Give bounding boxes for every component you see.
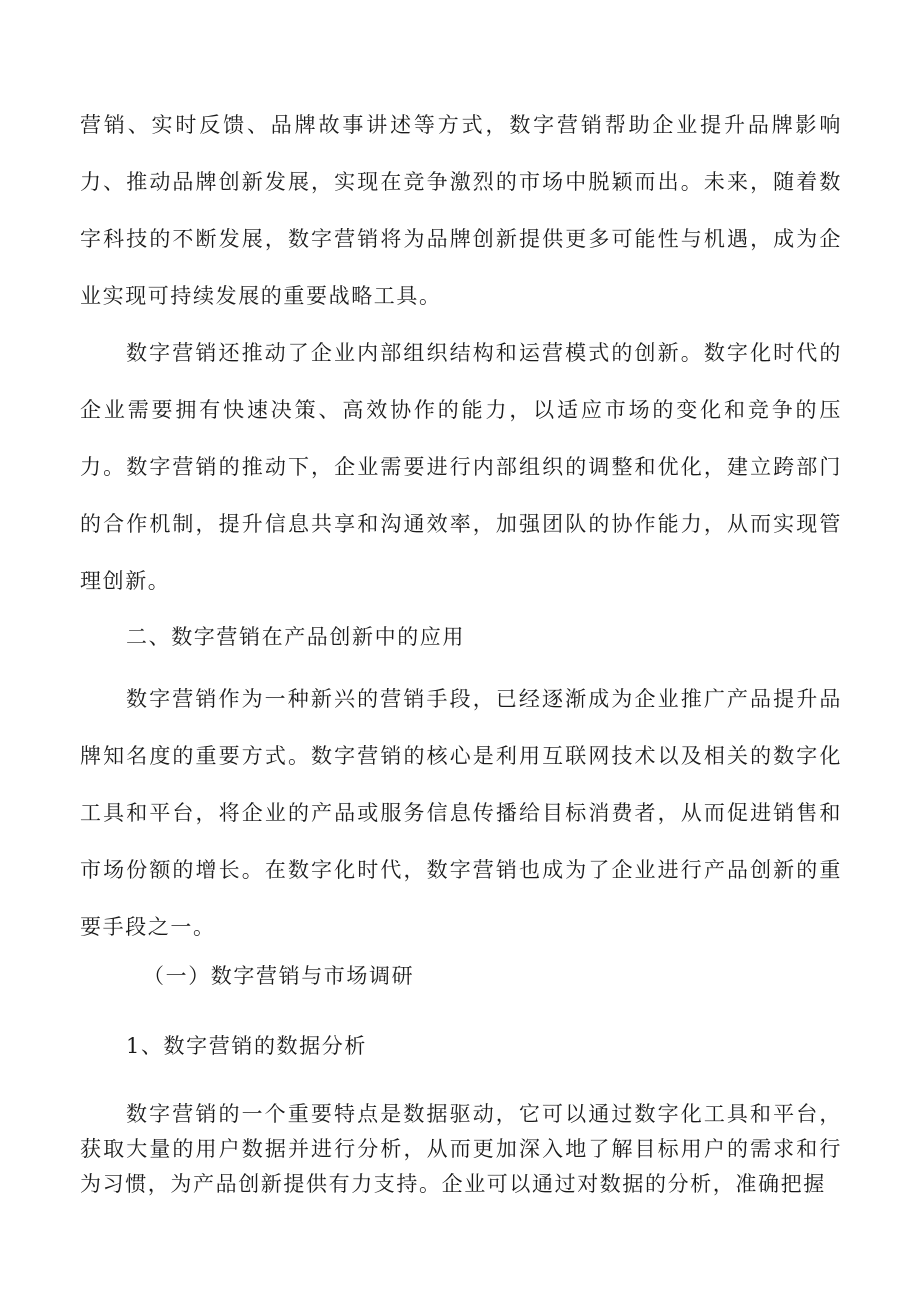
paragraph-organizational-innovation: 数字营销还推动了企业内部组织结构和运营模式的创新。数字化时代的企业需要拥有快速决策、高效协作的能力，以适应市场的变化和竞争的压力。数字营销的推动下，企业需要进行内部组织的调整和优化，建立跨部门的合作机制，提升信息共享和沟通效率，加强团队的协作能力，从而实现管理创新。 xyxy=(80,341,842,593)
paragraph-brand-innovation-conclusion: 营销、实时反馈、品牌故事讲述等方式，数字营销帮助企业提升品牌影响力、推动品牌创新发展，实现在竞争激烈的市场中脱颖而出。未来，随着数字科技的不断发展，数字营销将为品牌创新提供更多可能性与机遇，成为企业实现可持续发展的重要战略工具。 xyxy=(80,113,842,308)
paragraph-digital-marketing-intro: 数字营销作为一种新兴的营销手段，已经逐渐成为企业推广产品提升品牌知名度的重要方式。数字营销的核心是利用互联网技术以及相关的数字化工具和平台，将企业的产品或服务信息传播给目标消费者，从而促进销售和市场份额的增长。在数字化时代，数字营销也成为了企业进行产品创新的重要手段之一。 xyxy=(80,687,842,939)
subsection-heading-market-research: （一）数字营销与市场调研 xyxy=(143,964,415,988)
paragraph-data-driven: 数字营销的一个重要特点是数据驱动，它可以通过数字化工具和平台，获取大量的用户数据并进行分析，从而更加深入地了解目标用户的需求和行为习惯，为产品创新提供有力支持。企业可以通过对数据的分析，准确把握 xyxy=(80,1102,842,1196)
section-heading-product-innovation: 二、数字营销在产品创新中的应用 xyxy=(126,625,465,649)
item-heading-data-analysis: 1、数字营销的数据分析 xyxy=(126,1034,367,1058)
